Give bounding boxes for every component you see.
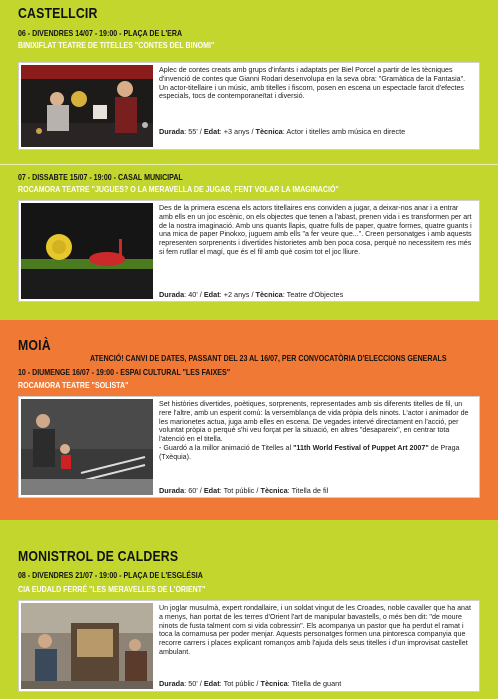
durada-label: Durada <box>159 679 185 688</box>
edat-label: Edat <box>203 486 220 495</box>
tecnica-label: Tècnica <box>260 486 288 495</box>
durada-value: 60' <box>188 486 198 495</box>
event-photo <box>21 399 153 495</box>
edat-label: Edat <box>203 290 220 299</box>
event-meta: Durada: 40' / Edat: +2 anys / Tècnica: Teatre d'Objectes <box>159 290 344 299</box>
event-photo <box>21 65 153 147</box>
edat-value: +2 anys <box>223 290 250 299</box>
event-description <box>159 400 473 462</box>
event-card <box>18 600 480 692</box>
durada-value: 40' <box>188 290 198 299</box>
event-line: 07 - DISSABTE 15/07 - 19:00 - CASAL MUNICIPAL <box>18 172 183 182</box>
durada-label: Durada <box>159 127 185 136</box>
edat-value: +3 anys <box>223 127 250 136</box>
durada-label: Durada <box>159 290 185 299</box>
tecnica-value: Actor i titelles amb música en directe <box>286 127 406 136</box>
tecnica-label: Tècnica <box>255 127 283 136</box>
event-meta: Durada: 50' / Edat: Tot públic / Tècnica: Titella de guant <box>159 679 342 688</box>
edat-value: Tot públic <box>223 486 255 495</box>
event-line: 08 - DIVENDRES 21/07 - 19:00 - PLAÇA DE L'ESGLÉSIA <box>18 570 203 580</box>
event-description-text: Set històries divertides, poètiques, sorprenents, representades amb sis diferents titelles de fil, un rere l'altre, amb un esperit comú: la versemblança de vida pròpia dels ninots. L'actor i animador de les marionetes actua, juga amb elles en escena. De vegades intervé directament en l'acció, per voluntat pròpia o perquè s'hi veu forçat per la situació, en altres "desapareix", en centrar tota l'atenció en el titella. - Guardó a la millor animació de Titelles al <box>159 400 469 452</box>
town-title: MONISTROL DE CALDERS <box>18 548 179 565</box>
tecnica-label: Tècnica <box>260 679 288 688</box>
event-description: Un joglar musulmà, expert rondallaire, i un soldat vingut de les Croades, noble cavaller que ha anat a menys, han portat de les terres d'Orient l'art de manipular bavastells, o més ben dit: "de moure ninots de fusta talment com si vida cobressin". Els acompanya un pastor que ha perdut el ramat i toca la cornamusa per poder menjar. Aquests personatges formen una pintoresca companyia que recorre carrers i places explicant romanços amb l'ajuda dels seus titelles i d'un improvisat castellet ambulant. <box>159 604 471 656</box>
event-photo <box>21 203 153 299</box>
divider <box>0 164 498 165</box>
town-title: CASTELLCIR <box>18 5 98 22</box>
durada-label: Durada <box>159 486 185 495</box>
town-title: MOIÀ <box>18 337 51 354</box>
event-line: 10 - DIUMENGE 16/07 - 19:00 - ESPAI CULTURAL "LES FAIXES" <box>18 367 231 377</box>
durada-value: 50' <box>188 679 198 688</box>
edat-value: Tot públic <box>223 679 255 688</box>
puppet-show-photo-1 <box>21 65 153 147</box>
event-description: Des de la primera escena els actors titellaires ens conviden a jugar, a deixar-nos anar i a entrar amb ells en un joc escènic, on els objectes que tenen a l'abast, prenen vida i es transformen per art de la nostra imaginació. Amb uns quants llapis, quatre fulls de paper, quatre formes, quatre guants i una mica de paper Pinokxo, juguem amb ells "a fer veure que...". Creen personatges i amb aquests representen sorprenents i divertides historietes amb ben poca cosa, perquè no necessitem res més si fem rutllar el magí, que és el fil amb què cosim tot el joc lliure. <box>159 204 472 256</box>
edat-label: Edat <box>203 679 220 688</box>
event-description: Aplec de contes creats amb grups d'infants i adaptats per Biel Porcel a partir de les tècniques d'invenció de contes que Gianni Rodari desenvolupa en la seva obra: "Gramàtica de la Fantasia". Un actor-titellaire i un músic, amb titelles i fiscorn, posen en escena un espectacle farcit d'efectes especials, tocs de contemporaneïtat i diversió. <box>159 66 466 101</box>
event-line: 06 - DIVENDRES 14/07 - 19:00 - PLAÇA DE L'ERA <box>18 28 183 38</box>
event-meta: Durada: 55' / Edat: +3 anys / Tècnica: Actor i titelles amb música en directe <box>159 127 406 136</box>
event-meta: Durada: 60' / Edat: Tot públic / Tècnica: Titella de fil <box>159 486 329 495</box>
event-photo <box>21 603 153 689</box>
company-title: BINIXIFLAT TEATRE DE TITELLES "CONTES DEL BINOMI" <box>18 40 215 50</box>
tecnica-value: Titella de fil <box>291 486 329 495</box>
event-card <box>18 62 480 150</box>
date-change-alert: ATENCIÓ! CANVI DE DATES, PASSANT DEL 23 AL 16/07, PER CONVOCATÒRIA D'ELECCIONS GENERALS <box>90 353 447 363</box>
event-card <box>18 396 480 498</box>
edat-label: Edat <box>203 127 220 136</box>
tecnica-value: Teatre d'Objectes <box>286 290 344 299</box>
puppet-show-photo-2 <box>21 203 153 299</box>
tecnica-label: Tècnica <box>255 290 283 299</box>
puppet-show-photo-4 <box>21 603 153 689</box>
durada-value: 55' <box>188 127 198 136</box>
event-description-end: de Praga (Txèquia). <box>159 443 460 461</box>
event-card <box>18 200 480 302</box>
company-title: CIA EUDALD FERRÉ "LES MERAVELLES DE L'ORIENT" <box>18 584 206 594</box>
company-title: ROCAMORA TEATRE "JUGUES? O LA MERAVELLA DE JUGAR, FENT VOLAR LA IMAGINACIÓ" <box>18 184 339 194</box>
company-title: ROCAMORA TEATRE "SOLISTA" <box>18 380 129 390</box>
tecnica-value: Titella de guant <box>291 679 342 688</box>
award-title: "11th World Festival of Puppet Art 2007" <box>293 443 429 452</box>
puppet-show-photo-3 <box>21 399 153 495</box>
